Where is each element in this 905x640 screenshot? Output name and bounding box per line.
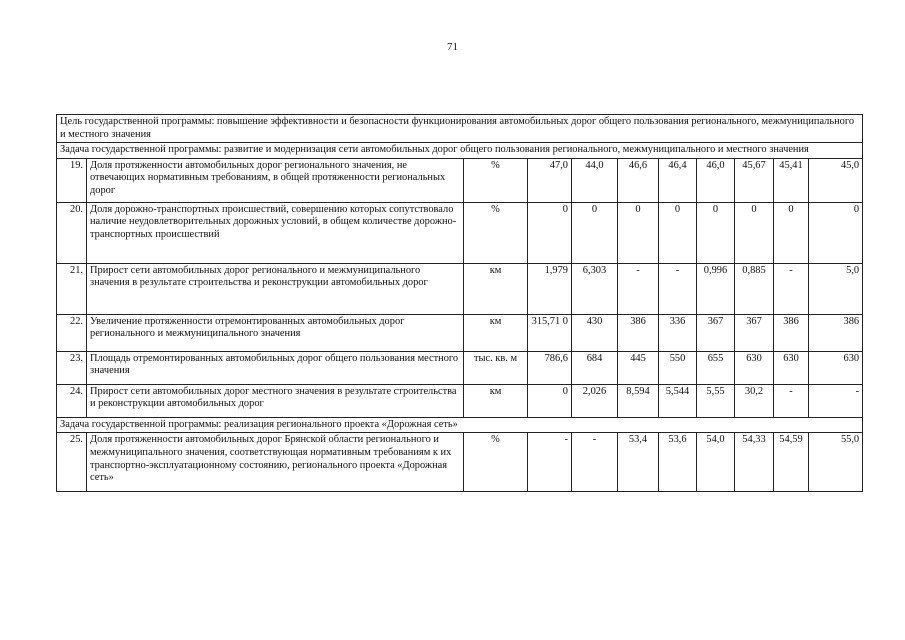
value-cell: 0 [659, 202, 697, 263]
indicator-name: Доля протяженности автомобильных дорог Брянской области регионального и межмуниципального значения, соответствующая нормативным требованиям к их транспортно-эксплуатационному состоянию, регионального проекта «Дорожная сеть» [87, 433, 464, 492]
row-number: 23. [57, 351, 87, 384]
value-cell: 630 [774, 351, 809, 384]
indicator-name: Прирост сети автомобильных дорог регионального и межмуниципального значения в результате строительства и реконструкции автомобильных дорог [87, 263, 464, 314]
unit-cell: км [464, 314, 528, 351]
value-cell: 45,67 [735, 158, 774, 202]
value-cell: - [659, 263, 697, 314]
row-number: 20. [57, 202, 87, 263]
value-cell: - [774, 263, 809, 314]
table-row [57, 158, 863, 202]
value-cell: 46,6 [618, 158, 659, 202]
row-number: 25. [57, 433, 87, 492]
row-number: 21. [57, 263, 87, 314]
value-cell: 5,0 [809, 263, 863, 314]
value-cell: 0 [697, 202, 735, 263]
value-cell: 5,544 [659, 384, 697, 417]
unit-cell: км [464, 384, 528, 417]
value-cell: 684 [572, 351, 618, 384]
indicator-name: Доля дорожно-транспортных происшествий, совершению которых сопутствовало наличие неудовлетворительных дорожных условий, в общем количестве дорожно-транспортных происшествий [87, 202, 464, 263]
value-cell: 45,41 [774, 158, 809, 202]
value-cell: - [528, 433, 572, 492]
unit-cell: км [464, 263, 528, 314]
value-cell: 630 [735, 351, 774, 384]
value-cell: 44,0 [572, 158, 618, 202]
value-cell: - [572, 433, 618, 492]
value-cell: 0 [528, 384, 572, 417]
value-cell: 0 [618, 202, 659, 263]
indicator-name: Доля протяженности автомобильных дорог регионального значения, не отвечающих нормативным требованиям, в общей протяженности региональных дорог [87, 158, 464, 202]
value-cell: 55,0 [809, 433, 863, 492]
value-cell: 386 [809, 314, 863, 351]
goal-row [57, 115, 863, 143]
value-cell: 0 [572, 202, 618, 263]
value-cell: 53,4 [618, 433, 659, 492]
value-cell: 54,33 [735, 433, 774, 492]
table-body-task2 [57, 417, 863, 433]
table-row [57, 384, 863, 417]
table-row [57, 351, 863, 384]
value-cell: 5,55 [697, 384, 735, 417]
value-cell: 445 [618, 351, 659, 384]
value-cell: 8,594 [618, 384, 659, 417]
value-cell: 367 [697, 314, 735, 351]
row-number: 19. [57, 158, 87, 202]
unit-cell: % [464, 202, 528, 263]
indicator-name: Площадь отремонтированных автомобильных дорог общего пользования местного значения [87, 351, 464, 384]
value-cell: 0,885 [735, 263, 774, 314]
value-cell: 46,0 [697, 158, 735, 202]
table-row [57, 202, 863, 263]
value-cell: 430 [572, 314, 618, 351]
goal-text: Цель государственной программы: повышение эффективности и безопасности функционирования автомобильных дорог общего пользования регионального, межмуниципального и местного значения [57, 115, 863, 143]
value-cell: - [809, 384, 863, 417]
unit-cell: % [464, 433, 528, 492]
row-number: 24. [57, 384, 87, 417]
value-cell: 0 [735, 202, 774, 263]
value-cell: 550 [659, 351, 697, 384]
indicator-name: Увеличение протяженности отремонтированных автомобильных дорог регионального и межмуниципального значения [87, 314, 464, 351]
task-text: Задача государственной программы: реализация регионального проекта «Дорожная сеть» [57, 417, 863, 433]
value-cell: 315,71 0 [528, 314, 572, 351]
value-cell: 630 [809, 351, 863, 384]
value-cell: 386 [618, 314, 659, 351]
value-cell: 0 [809, 202, 863, 263]
table-body-rows1 [57, 158, 863, 417]
value-cell: 47,0 [528, 158, 572, 202]
value-cell: 45,0 [809, 158, 863, 202]
indicator-name: Прирост сети автомобильных дорог местного значения в результате строительства и реконструкции автомобильных дорог [87, 384, 464, 417]
task-text: Задача государственной программы: развитие и модернизация сети автомобильных дорог общего пользования регионального, межмуниципального и местного значения [57, 143, 863, 159]
value-cell: 53,6 [659, 433, 697, 492]
value-cell: 6,303 [572, 263, 618, 314]
value-cell: 0,996 [697, 263, 735, 314]
value-cell: 655 [697, 351, 735, 384]
value-cell: 0 [774, 202, 809, 263]
value-cell: - [774, 384, 809, 417]
value-cell: 1,979 [528, 263, 572, 314]
value-cell: 0 [528, 202, 572, 263]
value-cell: 2,026 [572, 384, 618, 417]
table-row [57, 314, 863, 351]
unit-cell: тыс. кв. м [464, 351, 528, 384]
task-row [57, 143, 863, 159]
value-cell: 367 [735, 314, 774, 351]
table-row [57, 263, 863, 314]
value-cell: 386 [774, 314, 809, 351]
task-row [57, 417, 863, 433]
table-body-rows2 [57, 433, 863, 492]
value-cell: 46,4 [659, 158, 697, 202]
value-cell: 54,0 [697, 433, 735, 492]
page-number: 71 [447, 41, 458, 53]
value-cell: 336 [659, 314, 697, 351]
value-cell: 30,2 [735, 384, 774, 417]
row-number: 22. [57, 314, 87, 351]
table-body [57, 115, 863, 159]
value-cell: 786,6 [528, 351, 572, 384]
table-row [57, 433, 863, 492]
indicators-table [56, 114, 863, 492]
unit-cell: % [464, 158, 528, 202]
value-cell: 54,59 [774, 433, 809, 492]
value-cell: - [618, 263, 659, 314]
